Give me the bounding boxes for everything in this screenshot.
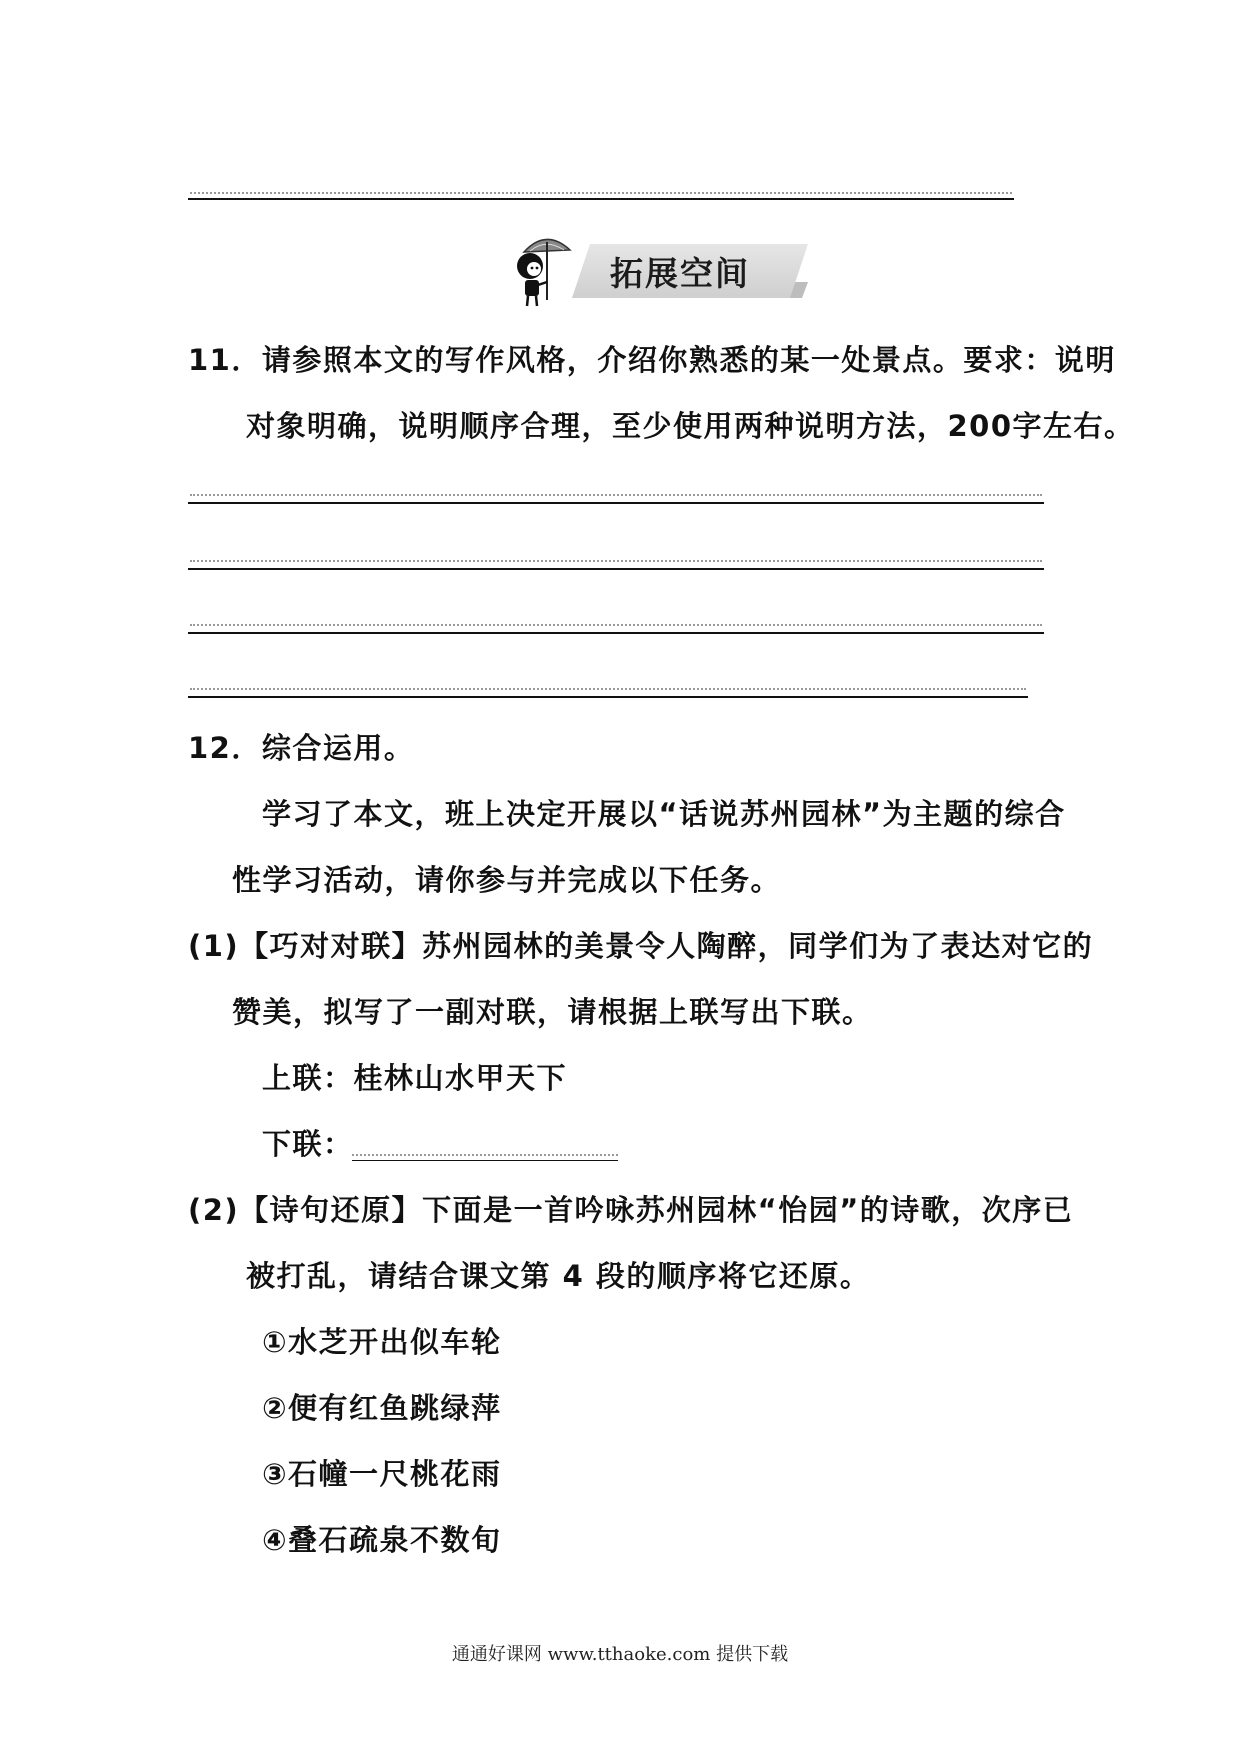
answer-line-dots bbox=[190, 192, 1012, 194]
answer-line-dots bbox=[190, 624, 1042, 626]
lower-couplet-underline bbox=[352, 1160, 618, 1161]
answer-line-dots bbox=[190, 494, 1042, 496]
footer-credit: 通通好课网 www.tthaoke.com 提供下载 bbox=[451, 1644, 789, 1665]
answer-line bbox=[188, 198, 1014, 200]
upper-couplet: 上联：桂林山水甲天下 bbox=[262, 1061, 568, 1095]
q11-line2: 对象明确，说明顺序合理，至少使用两种说明方法，200字左右。 bbox=[246, 409, 1135, 443]
q12-sub1-line2: 赞美，拟写了一副对联，请根据上联写出下联。 bbox=[232, 995, 873, 1029]
q12-intro-line1: 学习了本文，班上决定开展以“话说苏州园林”为主题的综合 bbox=[262, 797, 1066, 831]
answer-line[interactable] bbox=[188, 502, 1044, 504]
girl-with-umbrella-icon bbox=[506, 230, 576, 310]
q12-sub1-line1: (1)【巧对对联】苏州园林的美景令人陶醉，同学们为了表达对它的 bbox=[188, 929, 1094, 963]
poem-line: ③石幢一尺桃花雨 bbox=[262, 1457, 502, 1491]
answer-line[interactable] bbox=[188, 568, 1044, 570]
answer-line-dots bbox=[190, 688, 1026, 690]
lower-couplet-answer-line[interactable] bbox=[352, 1154, 618, 1156]
poem-line: ①水芝开出似车轮 bbox=[262, 1325, 502, 1359]
section-title: 拓展空间 bbox=[610, 254, 750, 293]
q11-line1: 11．请参照本文的写作风格，介绍你熟悉的某一处景点。要求：说明 bbox=[188, 343, 1116, 377]
lower-couplet-label: 下联： bbox=[262, 1127, 354, 1161]
answer-line-dots bbox=[190, 560, 1042, 562]
answer-line[interactable] bbox=[188, 696, 1028, 698]
q12-intro-line2: 性学习活动，请你参与并完成以下任务。 bbox=[232, 863, 782, 897]
q12-sub2-line2: 被打乱，请结合课文第 4 段的顺序将它还原。 bbox=[246, 1259, 871, 1293]
answer-line[interactable] bbox=[188, 632, 1044, 634]
q12-sub2-line1: (2)【诗句还原】下面是一首吟咏苏州园林“怡园”的诗歌，次序已 bbox=[188, 1193, 1074, 1227]
poem-line: ④叠石疏泉不数旬 bbox=[262, 1523, 502, 1557]
poem-line: ②便有红鱼跳绿萍 bbox=[262, 1391, 502, 1425]
q12-title: 12．综合运用。 bbox=[188, 731, 415, 765]
